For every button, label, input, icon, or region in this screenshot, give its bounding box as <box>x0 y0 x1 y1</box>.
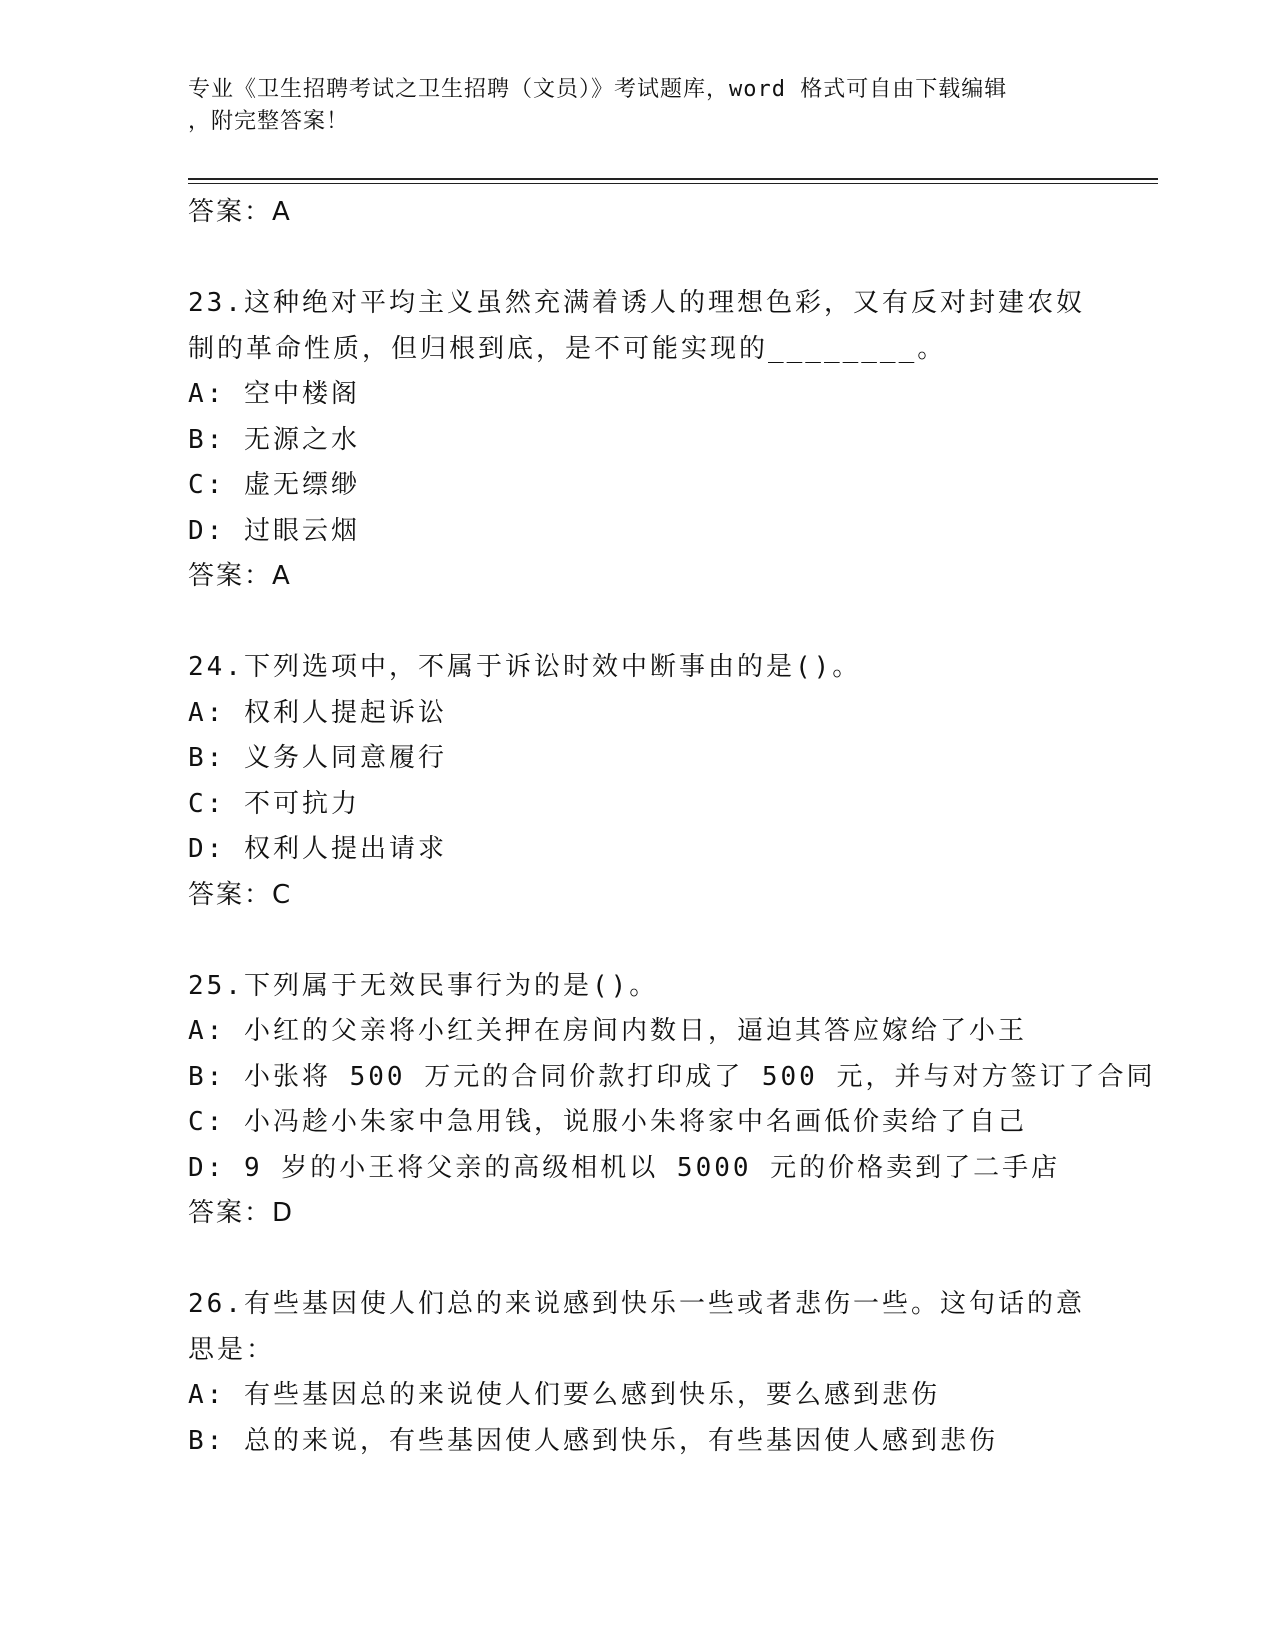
question-stem <box>188 964 1108 1010</box>
option-d: D: 过眼云烟 <box>188 515 360 546</box>
option-b: B: 总的来说，有些基因使人感到快乐，有些基因使人感到悲伤 <box>188 1425 998 1456</box>
question-text: 制的革命性质，但归根到底，是不可能实现的________。 <box>188 333 947 364</box>
option-c: C: 小冯趁小朱家中急用钱，说服小朱将家中名画低价卖给了自己 <box>188 1107 1027 1137</box>
header-line-1: 专业《卫生招聘考试之卫生招聘（文员）》考试题库，word 格式可自由下载编辑 <box>188 77 1008 102</box>
option-a: A: 小红的父亲将小红关押在房间内数日，逼迫其答应嫁给了小王 <box>188 1016 1027 1046</box>
option-d: D: 9 岁的小王将父亲的高级相机以 5000 元的价格卖到了二手店 <box>188 1152 1061 1183</box>
question-text: 思是： <box>188 1334 276 1365</box>
document-header <box>188 74 1068 138</box>
option-a: A: 权利人提起诉讼 <box>188 697 447 728</box>
question-list <box>188 190 1156 1464</box>
question-stem <box>188 645 1108 691</box>
option-a: A: 空中楼阁 <box>188 379 360 409</box>
question-text: 25.下列属于无效民事行为的是()。 <box>188 970 659 1001</box>
answer-line: 答案：A <box>188 197 292 227</box>
answer-line: 答案：D <box>188 1198 295 1228</box>
option-b: B: 小张将 500 万元的合同价款打印成了 500 元，并与对方签订了合同 <box>188 1061 1156 1092</box>
option-b: B: 义务人同意履行 <box>188 743 447 773</box>
header-divider-top <box>188 178 1158 180</box>
question-stem <box>188 1282 1108 1373</box>
question-text: 24.下列选项中，不属于诉讼时效中断事由的是()。 <box>188 652 862 682</box>
option-a: A: 有些基因总的来说使人们要么感到快乐，要么感到悲伤 <box>188 1380 940 1410</box>
answer-line: 答案：A <box>188 561 292 591</box>
header-line-2: ，附完整答案！ <box>188 109 350 134</box>
option-c: C: 虚无缥缈 <box>188 470 360 500</box>
option-c: C: 不可抗力 <box>188 788 360 819</box>
question-stem <box>188 281 1108 372</box>
question-text: 23.这种绝对平均主义虽然充满着诱人的理想色彩，又有反对封建农奴 <box>188 288 1085 318</box>
option-d: D: 权利人提出请求 <box>188 834 447 864</box>
header-divider-bottom <box>188 183 1158 184</box>
answer-line: 答案：C <box>188 879 293 910</box>
option-b: B: 无源之水 <box>188 424 360 455</box>
question-text: 26.有些基因使人们总的来说感到快乐一些或者悲伤一些。这句话的意 <box>188 1289 1085 1319</box>
